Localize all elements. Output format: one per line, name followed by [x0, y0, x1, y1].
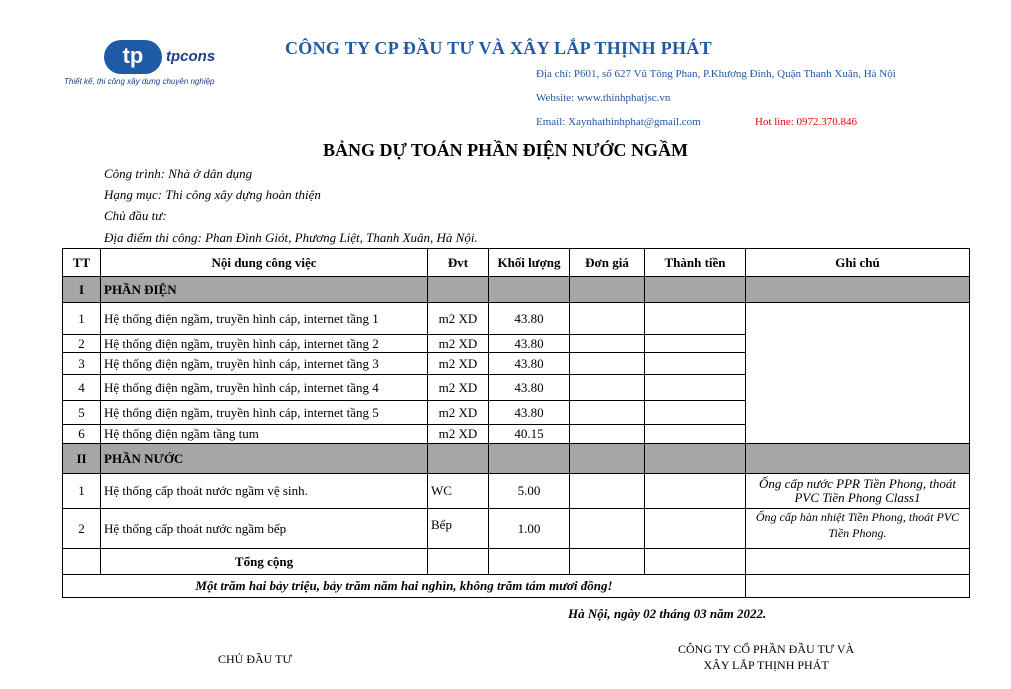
row-tt: 6 — [63, 425, 101, 444]
row-unit: m2 XD — [428, 353, 489, 375]
row-quantity: 43.80 — [489, 353, 570, 375]
meta-chu-dau-tu: Chủ đầu tư: — [104, 208, 167, 223]
row-content: Hệ thống điện ngầm, truyền hình cáp, internet tầng 3 — [101, 353, 428, 375]
row-tt: 2 — [63, 509, 101, 549]
row-unit: m2 XD — [428, 335, 489, 353]
row-content: Hệ thống điện ngầm, truyền hình cáp, internet tầng 2 — [101, 335, 428, 353]
row-tt: 1 — [63, 303, 101, 335]
company-website: Website: www.thinhphatjsc.vn — [536, 92, 671, 104]
section-name: PHẦN ĐIỆN — [101, 277, 428, 303]
row-tt: 2 — [63, 335, 101, 353]
section-row — [63, 444, 970, 474]
company-tagline: Thiết kế, thi công xây dựng chuyên nghiệp — [64, 77, 215, 86]
company-hotline: Hot line: 0972.370.846 — [755, 116, 858, 128]
col-header-unit: Đvt — [428, 249, 489, 277]
row-quantity: 5.00 — [489, 474, 570, 509]
total-label: Tổng cộng — [101, 549, 428, 575]
meta-cong-trinh: Công trình: Nhà ở dân dụng — [104, 166, 253, 181]
signature-company-label — [678, 641, 854, 673]
company-address: Địa chỉ: P601, số 627 Vũ Tông Phan, P.Khương Đình, Quận Thanh Xuân, Hà Nội — [536, 68, 896, 80]
row-tt: 4 — [63, 375, 101, 401]
signature-owner-label: CHỦ ĐẦU TƯ — [218, 652, 292, 666]
col-header-quantity: Khối lượng — [489, 249, 570, 277]
row-quantity: 43.80 — [489, 401, 570, 425]
meta-dia-diem: Địa điểm thi công: Phan Đình Giót, Phương Liệt, Thanh Xuân, Hà Nội. — [104, 230, 478, 245]
row-quantity: 43.80 — [489, 375, 570, 401]
row-tt: 3 — [63, 353, 101, 375]
row-note: Ống cấp hàn nhiệt Tiền Phong, thoát PVC Tiền Phong. — [746, 509, 970, 549]
row-unit: Bếp — [428, 509, 489, 549]
meta-hang-muc: Hạng mục: Thi công xây dựng hoàn thiện — [104, 187, 321, 202]
row-content: Hệ thống điện ngầm, truyền hình cáp, internet tầng 4 — [101, 375, 428, 401]
col-header-note: Ghi chú — [746, 249, 970, 277]
section-i-note-cell — [746, 303, 970, 444]
table-row — [63, 509, 970, 549]
company-email: Email: Xaynhathinhphat@gmail.com — [536, 116, 701, 128]
estimate-table — [62, 248, 970, 598]
row-unit: m2 XD — [428, 401, 489, 425]
row-unit: m2 XD — [428, 303, 489, 335]
row-note: Ống cấp nước PPR Tiền Phong, thoát PVC Tiền Phong Class1 — [746, 474, 970, 509]
signature-company-line2: XÂY LẮP THỊNH PHÁT — [703, 658, 829, 672]
table-header-row — [63, 249, 970, 277]
company-logo-mark: tp — [104, 40, 162, 74]
total-row — [63, 549, 970, 575]
row-quantity: 1.00 — [489, 509, 570, 549]
row-tt: 1 — [63, 474, 101, 509]
row-quantity: 40.15 — [489, 425, 570, 444]
row-unit: WC — [428, 474, 489, 509]
company-logo-wordmark: tpcons — [166, 48, 216, 65]
col-header-unit-price: Đơn giá — [570, 249, 645, 277]
section-number: I — [63, 277, 101, 303]
col-header-content: Nội dung công việc — [101, 249, 428, 277]
document-date: Hà Nội, ngày 02 tháng 03 năm 2022. — [568, 606, 767, 621]
row-content: Hệ thống điện ngầm, truyền hình cáp, internet tầng 1 — [101, 303, 428, 335]
row-unit: m2 XD — [428, 375, 489, 401]
col-header-tt: TT — [63, 249, 101, 277]
amount-in-words-row — [63, 575, 970, 598]
row-content: Hệ thống cấp thoát nước ngầm bếp — [101, 509, 428, 549]
row-unit: m2 XD — [428, 425, 489, 444]
signature-company-line1: CÔNG TY CỔ PHẦN ĐẦU TƯ VÀ — [678, 642, 855, 656]
document-title: BẢNG DỰ TOÁN PHẦN ĐIỆN NƯỚC NGẦM — [322, 140, 688, 160]
company-name: CÔNG TY CP ĐẦU TƯ VÀ XÂY LẮP THỊNH PHÁT — [285, 38, 712, 58]
row-quantity: 43.80 — [489, 303, 570, 335]
row-quantity: 43.80 — [489, 335, 570, 353]
col-header-amount: Thành tiền — [645, 249, 746, 277]
row-content: Hệ thống điện ngầm, truyền hình cáp, internet tầng 5 — [101, 401, 428, 425]
row-tt: 5 — [63, 401, 101, 425]
amount-in-words: Một trăm hai bảy triệu, bảy trăm năm hai nghìn, không trăm tám mươi đồng! — [63, 575, 746, 598]
section-name: PHẦN NƯỚC — [101, 444, 428, 474]
section-row — [63, 277, 970, 303]
section-number: II — [63, 444, 101, 474]
row-content: Hệ thống cấp thoát nước ngầm vệ sinh. — [101, 474, 428, 509]
table-row — [63, 303, 970, 335]
table-row — [63, 474, 970, 509]
row-content: Hệ thống điện ngầm tầng tum — [101, 425, 428, 444]
